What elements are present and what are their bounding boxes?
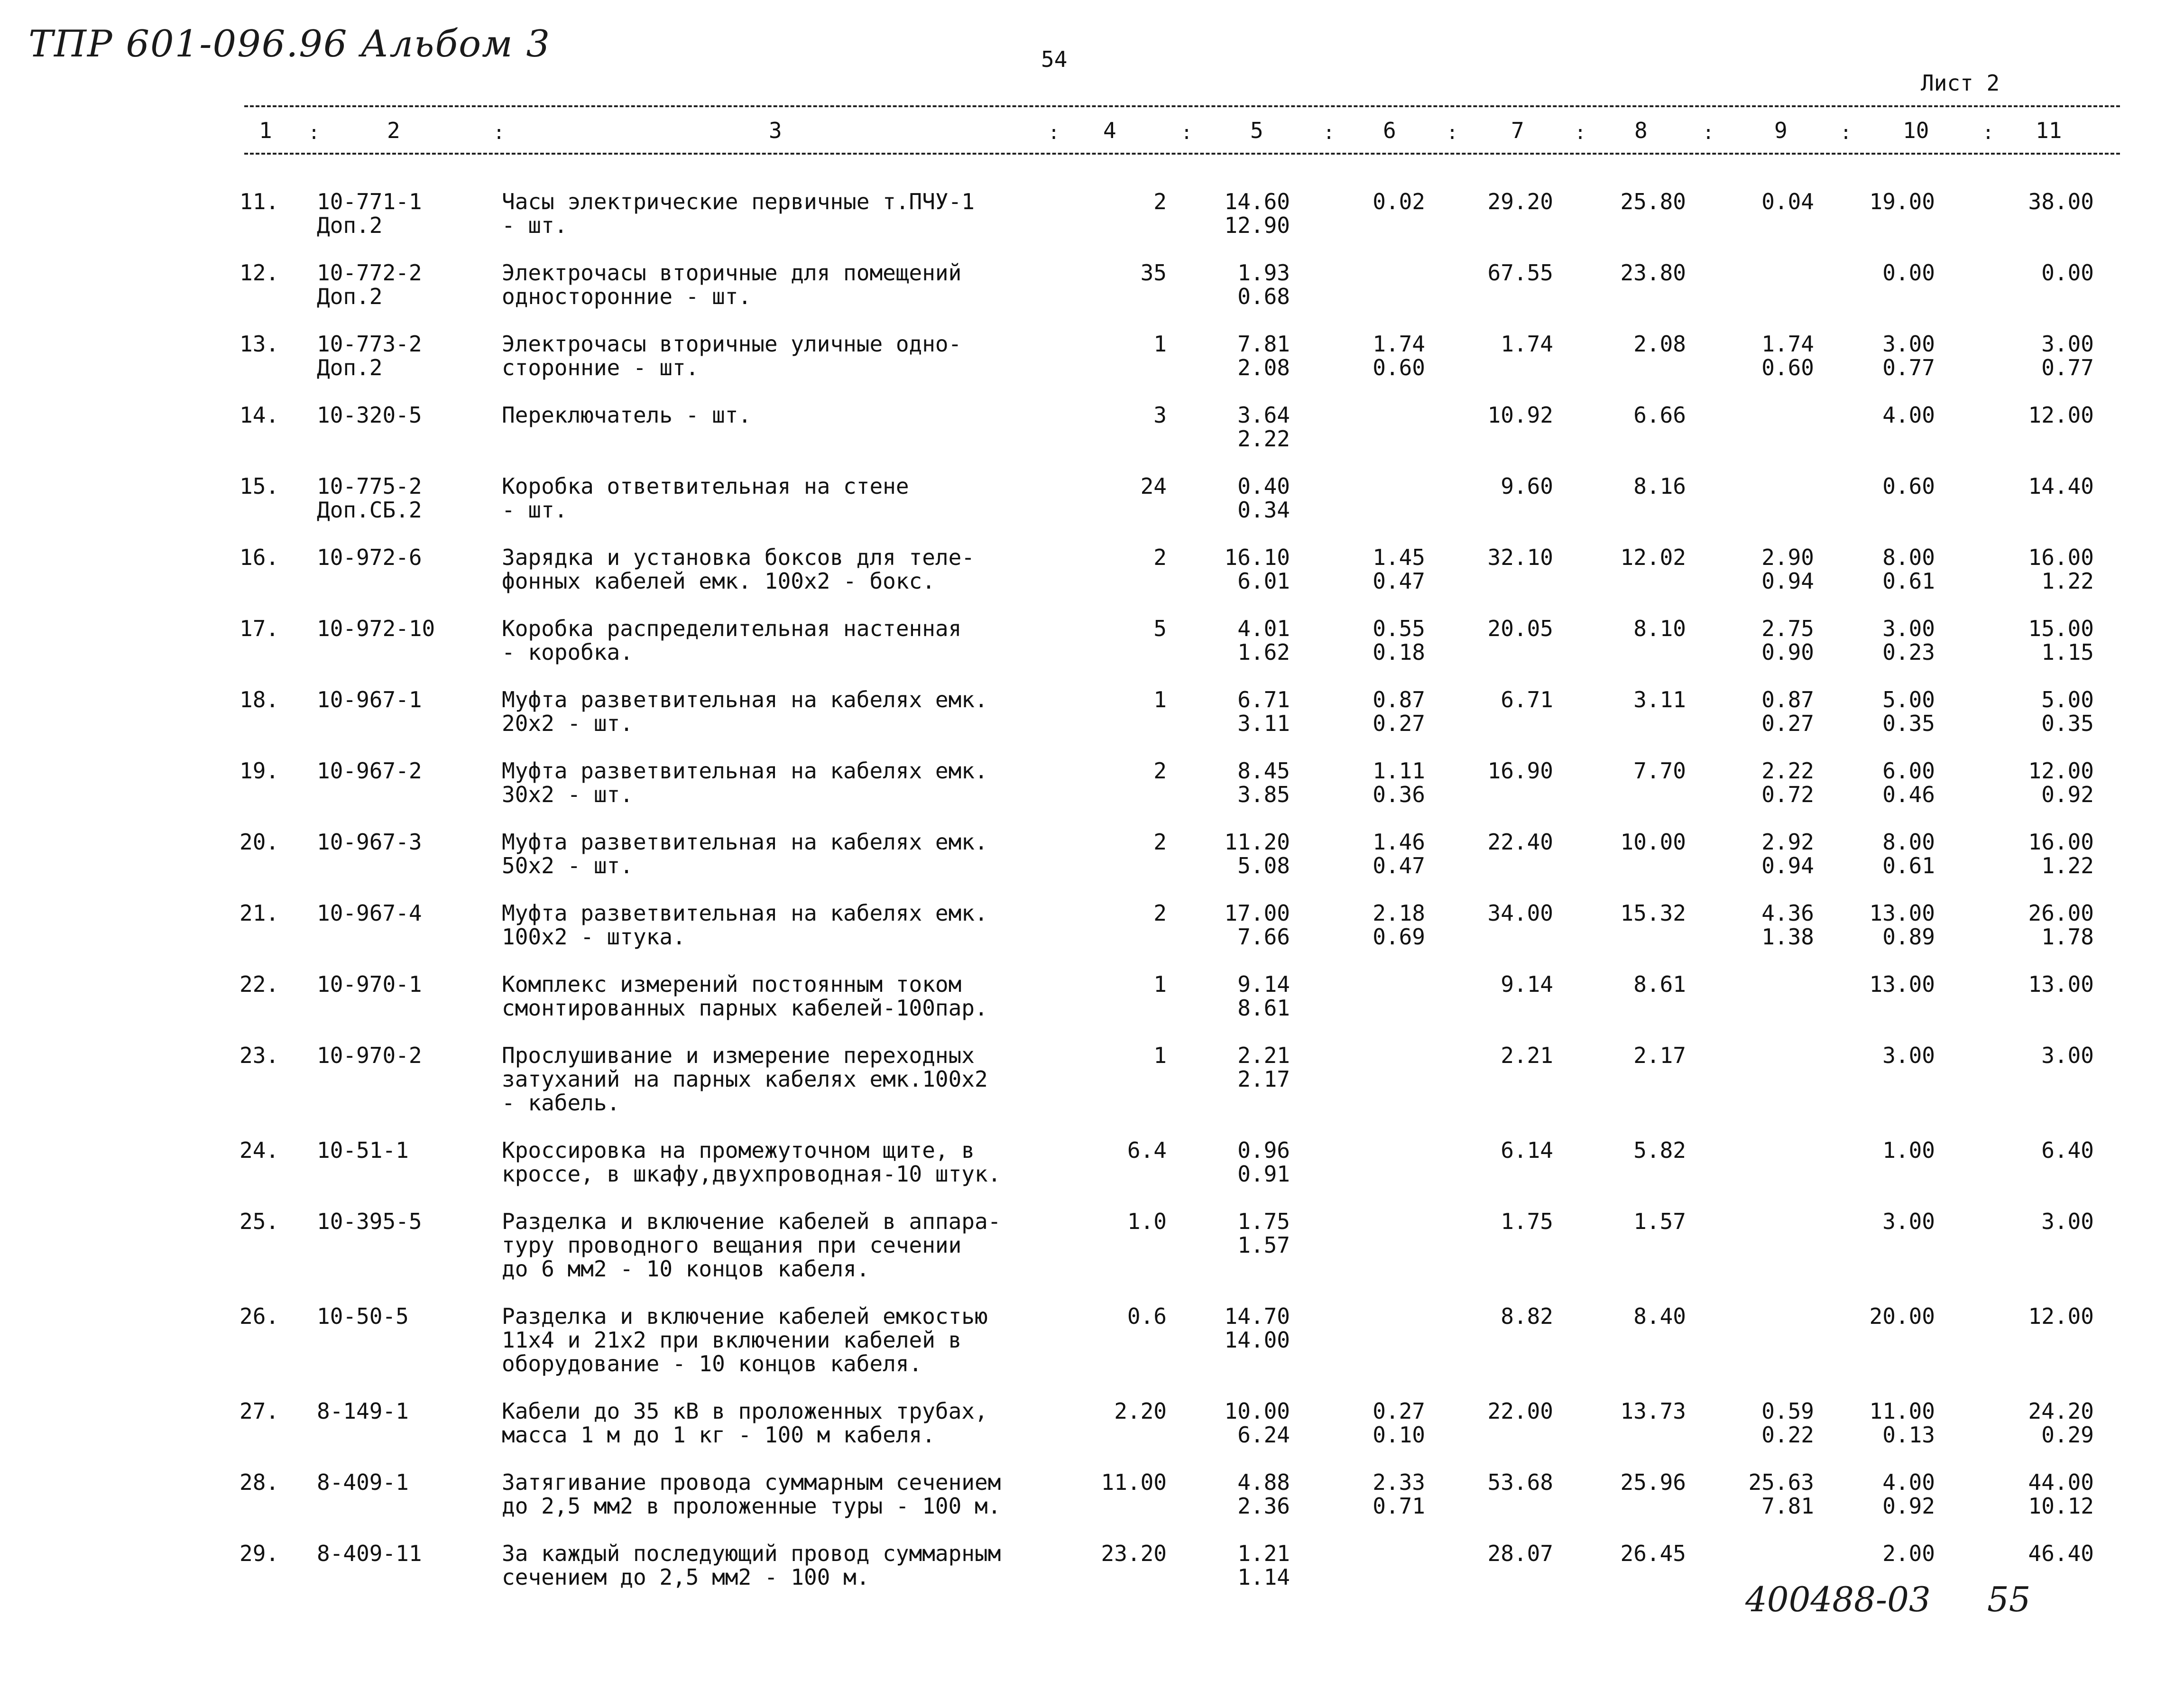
row-quantity: 2.20 xyxy=(1114,1398,1167,1424)
row-description: Муфта разветвительная на кабелях емк. 50х2 - шт. xyxy=(502,829,988,878)
row-col10: 0.00 xyxy=(1882,260,1935,286)
row-description: Муфта разветвительная на кабелях емк. 100х2 - штука. xyxy=(502,900,988,950)
column-header-1: 1 xyxy=(259,118,272,143)
column-header-3: 3 xyxy=(769,118,782,143)
row-quantity: 2 xyxy=(1153,900,1167,926)
row-number: 14. xyxy=(240,402,279,428)
row-description: Кроссировка на промежуточном щите, в кроссе, в шкафу,двухпроводная-10 штук. xyxy=(502,1137,1001,1187)
header-bottom-rule xyxy=(244,153,2120,155)
row-quantity: 35 xyxy=(1140,260,1167,286)
row-col9: 4.36 1.38 xyxy=(1761,900,1814,950)
row-number: 25. xyxy=(240,1209,279,1234)
row-col5: 7.81 2.08 xyxy=(1237,331,1290,380)
row-col5: 17.00 7.66 xyxy=(1224,900,1290,950)
row-description: Муфта разветвительная на кабелях емк. 30х2 - шт. xyxy=(502,758,988,807)
row-col5: 8.45 3.85 xyxy=(1237,758,1290,807)
row-col10: 6.00 0.46 xyxy=(1882,758,1935,807)
handwritten-document-code: 400488-03 xyxy=(1745,1579,1931,1619)
row-col10: 2.00 xyxy=(1882,1541,1935,1566)
row-col8: 2.08 xyxy=(1633,331,1686,357)
row-col11: 15.00 1.15 xyxy=(2028,616,2094,665)
row-col10: 1.00 xyxy=(1882,1137,1935,1163)
row-code: 10-772-2 Доп.2 xyxy=(317,260,422,309)
row-number: 17. xyxy=(240,616,279,641)
row-quantity: 2 xyxy=(1153,189,1167,214)
column-header-2: 2 xyxy=(387,118,400,143)
row-code: 10-51-1 xyxy=(317,1137,409,1163)
row-code: 10-773-2 Доп.2 xyxy=(317,331,422,380)
row-col8: 8.40 xyxy=(1633,1303,1686,1329)
row-col10: 13.00 0.89 xyxy=(1869,900,1935,950)
row-col8: 8.10 xyxy=(1633,616,1686,641)
row-col11: 0.00 xyxy=(2041,260,2094,286)
column-header-9: 9 xyxy=(1774,118,1788,143)
row-code: 10-50-5 xyxy=(317,1303,409,1329)
row-col11: 44.00 10.12 xyxy=(2028,1469,2094,1519)
row-col5: 3.64 2.22 xyxy=(1237,402,1290,452)
row-col5: 16.10 6.01 xyxy=(1224,545,1290,594)
row-description: Прослушивание и измерение переходных затуханий на парных кабелях емк.100х2 - кабель. xyxy=(502,1043,988,1116)
row-description: Коробка ответвительная на стене - шт. xyxy=(502,473,909,523)
row-col6: 0.87 0.27 xyxy=(1373,687,1425,736)
row-quantity: 3 xyxy=(1153,402,1167,428)
row-col11: 3.00 xyxy=(2041,1209,2094,1234)
row-col7: 9.60 xyxy=(1501,473,1553,499)
row-col6: 1.11 0.36 xyxy=(1373,758,1425,807)
row-col8: 8.61 xyxy=(1633,971,1686,997)
row-col7: 22.40 xyxy=(1487,829,1553,855)
page-number: 54 xyxy=(1041,46,1068,72)
row-col8: 25.96 xyxy=(1620,1469,1686,1495)
column-header-6: 6 xyxy=(1383,118,1396,143)
row-col8: 13.73 xyxy=(1620,1398,1686,1424)
row-col7: 29.20 xyxy=(1487,189,1553,214)
row-description: Электрочасы вторичные для помещений односторонние - шт. xyxy=(502,260,962,309)
row-description: Разделка и включение кабелей емкостью 11х4 и 21х2 при включении кабелей в оборудование - 10 концов кабеля. xyxy=(502,1303,988,1376)
row-number: 15. xyxy=(240,473,279,499)
row-col7: 34.00 xyxy=(1487,900,1553,926)
row-quantity: 24 xyxy=(1140,473,1167,499)
row-col8: 12.02 xyxy=(1620,545,1686,570)
row-number: 26. xyxy=(240,1303,279,1329)
row-col9: 2.92 0.94 xyxy=(1761,829,1814,878)
row-description: За каждый последующий провод суммарным сечением до 2,5 мм2 - 100 м. xyxy=(502,1541,1001,1590)
row-col7: 8.82 xyxy=(1501,1303,1553,1329)
row-col5: 0.40 0.34 xyxy=(1237,473,1290,523)
row-col8: 5.82 xyxy=(1633,1137,1686,1163)
row-col9: 1.74 0.60 xyxy=(1761,331,1814,380)
row-col6: 0.02 xyxy=(1373,189,1425,214)
row-number: 28. xyxy=(240,1469,279,1495)
row-col7: 20.05 xyxy=(1487,616,1553,641)
row-description: Муфта разветвительная на кабелях емк. 20х2 - шт. xyxy=(502,687,988,736)
row-quantity: 1.0 xyxy=(1127,1209,1167,1234)
row-code: 8-409-11 xyxy=(317,1541,422,1566)
row-col5: 6.71 3.11 xyxy=(1237,687,1290,736)
column-separator: : xyxy=(1982,122,1994,144)
row-code: 10-395-5 xyxy=(317,1209,422,1234)
row-col6: 1.74 0.60 xyxy=(1373,331,1425,380)
row-col8: 8.16 xyxy=(1633,473,1686,499)
row-code: 10-967-3 xyxy=(317,829,422,855)
row-quantity: 1 xyxy=(1153,687,1167,712)
row-col6: 0.27 0.10 xyxy=(1373,1398,1425,1448)
header-top-rule xyxy=(244,105,2120,107)
row-col9: 0.59 0.22 xyxy=(1761,1398,1814,1448)
row-code: 10-320-5 xyxy=(317,402,422,428)
row-col7: 22.00 xyxy=(1487,1398,1553,1424)
column-separator: : xyxy=(1840,122,1852,144)
row-col8: 25.80 xyxy=(1620,189,1686,214)
row-col11: 38.00 xyxy=(2028,189,2094,214)
row-col10: 20.00 xyxy=(1869,1303,1935,1329)
row-col8: 1.57 xyxy=(1633,1209,1686,1234)
row-col8: 26.45 xyxy=(1620,1541,1686,1566)
row-quantity: 1 xyxy=(1153,331,1167,357)
row-col5: 14.60 12.90 xyxy=(1224,189,1290,238)
row-col5: 9.14 8.61 xyxy=(1237,971,1290,1021)
row-description: Коробка распределительная настенная - коробка. xyxy=(502,616,962,665)
row-quantity: 11.00 xyxy=(1101,1469,1167,1495)
row-number: 20. xyxy=(240,829,279,855)
row-col9: 2.75 0.90 xyxy=(1761,616,1814,665)
row-code: 10-967-4 xyxy=(317,900,422,926)
row-code: 10-967-2 xyxy=(317,758,422,784)
row-col7: 53.68 xyxy=(1487,1469,1553,1495)
row-description: Затягивание провода суммарным сечением до 2,5 мм2 в проложенные туры - 100 м. xyxy=(502,1469,1001,1519)
row-number: 13. xyxy=(240,331,279,357)
handwritten-title: ТПР 601-096.96 Альбом 3 xyxy=(28,23,551,65)
row-description: Кабели до 35 кВ в проложенных трубах, масса 1 м до 1 кг - 100 м кабеля. xyxy=(502,1398,988,1448)
row-col11: 16.00 1.22 xyxy=(2028,545,2094,594)
row-col7: 9.14 xyxy=(1501,971,1553,997)
row-number: 27. xyxy=(240,1398,279,1424)
row-col7: 1.75 xyxy=(1501,1209,1553,1234)
row-col5: 11.20 5.08 xyxy=(1224,829,1290,878)
row-col11: 3.00 0.77 xyxy=(2041,331,2094,380)
row-number: 24. xyxy=(240,1137,279,1163)
row-col7: 67.55 xyxy=(1487,260,1553,286)
column-separator: : xyxy=(308,122,320,144)
row-col7: 10.92 xyxy=(1487,402,1553,428)
row-col8: 23.80 xyxy=(1620,260,1686,286)
row-quantity: 2 xyxy=(1153,829,1167,855)
row-col11: 26.00 1.78 xyxy=(2028,900,2094,950)
row-quantity: 23.20 xyxy=(1101,1541,1167,1566)
column-header-10: 10 xyxy=(1903,118,1929,143)
row-code: 8-409-1 xyxy=(317,1469,409,1495)
row-col10: 4.00 xyxy=(1882,402,1935,428)
row-quantity: 1 xyxy=(1153,971,1167,997)
row-col6: 0.55 0.18 xyxy=(1373,616,1425,665)
row-col7: 32.10 xyxy=(1487,545,1553,570)
row-col5: 4.01 1.62 xyxy=(1237,616,1290,665)
row-col11: 6.40 xyxy=(2041,1137,2094,1163)
row-col7: 1.74 xyxy=(1501,331,1553,357)
row-code: 10-967-1 xyxy=(317,687,422,712)
row-col10: 8.00 0.61 xyxy=(1882,829,1935,878)
row-code: 10-970-1 xyxy=(317,971,422,997)
column-separator: : xyxy=(493,122,505,144)
column-header-5: 5 xyxy=(1250,118,1263,143)
row-code: 10-970-2 xyxy=(317,1043,422,1068)
row-col9: 2.90 0.94 xyxy=(1761,545,1814,594)
row-description: Электрочасы вторичные уличные одно- сторонние - шт. xyxy=(502,331,962,380)
row-col6: 2.18 0.69 xyxy=(1373,900,1425,950)
row-col5: 2.21 2.17 xyxy=(1237,1043,1290,1092)
row-col11: 12.00 xyxy=(2028,1303,2094,1329)
row-number: 18. xyxy=(240,687,279,712)
row-description: Часы электрические первичные т.ПЧУ-1 - шт. xyxy=(502,189,975,238)
row-col7: 16.90 xyxy=(1487,758,1553,784)
row-col11: 14.40 xyxy=(2028,473,2094,499)
row-col9: 0.04 xyxy=(1761,189,1814,214)
row-col11: 5.00 0.35 xyxy=(2041,687,2094,736)
column-separator: : xyxy=(1048,122,1060,144)
column-header-8: 8 xyxy=(1634,118,1648,143)
row-col9: 2.22 0.72 xyxy=(1761,758,1814,807)
column-separator: : xyxy=(1323,122,1335,144)
row-col8: 3.11 xyxy=(1633,687,1686,712)
column-separator: : xyxy=(1575,122,1586,144)
row-col5: 0.96 0.91 xyxy=(1237,1137,1290,1187)
row-col10: 0.60 xyxy=(1882,473,1935,499)
row-number: 21. xyxy=(240,900,279,926)
row-col10: 3.00 xyxy=(1882,1209,1935,1234)
column-separator: : xyxy=(1703,122,1714,144)
row-col11: 46.40 xyxy=(2028,1541,2094,1566)
column-separator: : xyxy=(1447,122,1458,144)
row-description: Разделка и включение кабелей в аппара- туру проводного вещания при сечении до 6 мм2 - 10 концов кабеля. xyxy=(502,1209,1001,1282)
row-number: 29. xyxy=(240,1541,279,1566)
row-col10: 3.00 0.23 xyxy=(1882,616,1935,665)
row-col10: 4.00 0.92 xyxy=(1882,1469,1935,1519)
column-header-7: 7 xyxy=(1511,118,1524,143)
row-col6: 1.45 0.47 xyxy=(1373,545,1425,594)
column-separator: : xyxy=(1181,122,1193,144)
row-col7: 2.21 xyxy=(1501,1043,1553,1068)
row-col8: 6.66 xyxy=(1633,402,1686,428)
row-col7: 6.14 xyxy=(1501,1137,1553,1163)
row-col10: 5.00 0.35 xyxy=(1882,687,1935,736)
row-col5: 1.93 0.68 xyxy=(1237,260,1290,309)
row-col9: 25.63 7.81 xyxy=(1748,1469,1814,1519)
row-col10: 11.00 0.13 xyxy=(1869,1398,1935,1448)
row-col10: 13.00 xyxy=(1869,971,1935,997)
column-header-4: 4 xyxy=(1103,118,1116,143)
row-number: 22. xyxy=(240,971,279,997)
row-col5: 10.00 6.24 xyxy=(1224,1398,1290,1448)
row-col10: 3.00 xyxy=(1882,1043,1935,1068)
row-col11: 13.00 xyxy=(2028,971,2094,997)
row-code: 10-775-2 Доп.СБ.2 xyxy=(317,473,422,523)
row-number: 11. xyxy=(240,189,279,214)
row-quantity: 2 xyxy=(1153,758,1167,784)
row-col5: 14.70 14.00 xyxy=(1224,1303,1290,1353)
row-col10: 3.00 0.77 xyxy=(1882,331,1935,380)
row-number: 12. xyxy=(240,260,279,286)
row-code: 8-149-1 xyxy=(317,1398,409,1424)
handwritten-page-number: 55 xyxy=(1987,1579,2031,1619)
row-col7: 6.71 xyxy=(1501,687,1553,712)
sheet-label: Лист 2 xyxy=(1921,70,2000,96)
row-col11: 24.20 0.29 xyxy=(2028,1398,2094,1448)
row-col7: 28.07 xyxy=(1487,1541,1553,1566)
row-number: 16. xyxy=(240,545,279,570)
row-col10: 19.00 xyxy=(1869,189,1935,214)
row-description: Комплекс измерений постоянным током смонтированных парных кабелей-100пар. xyxy=(502,971,988,1021)
row-col6: 1.46 0.47 xyxy=(1373,829,1425,878)
row-quantity: 2 xyxy=(1153,545,1167,570)
row-col11: 3.00 xyxy=(2041,1043,2094,1068)
row-code: 10-972-10 xyxy=(317,616,435,641)
row-col8: 2.17 xyxy=(1633,1043,1686,1068)
row-col8: 15.32 xyxy=(1620,900,1686,926)
row-col8: 7.70 xyxy=(1633,758,1686,784)
row-col11: 12.00 0.92 xyxy=(2028,758,2094,807)
row-quantity: 1 xyxy=(1153,1043,1167,1068)
row-col5: 1.21 1.14 xyxy=(1237,1541,1290,1590)
row-description: Зарядка и установка боксов для теле- фонных кабелей емк. 100х2 - бокс. xyxy=(502,545,975,594)
row-code: 10-972-6 xyxy=(317,545,422,570)
row-col11: 12.00 xyxy=(2028,402,2094,428)
row-col5: 1.75 1.57 xyxy=(1237,1209,1290,1258)
row-col6: 2.33 0.71 xyxy=(1373,1469,1425,1519)
row-number: 23. xyxy=(240,1043,279,1068)
row-number: 19. xyxy=(240,758,279,784)
row-description: Переключатель - шт. xyxy=(502,402,752,428)
row-col9: 0.87 0.27 xyxy=(1761,687,1814,736)
row-col11: 16.00 1.22 xyxy=(2028,829,2094,878)
row-quantity: 5 xyxy=(1153,616,1167,641)
column-header-11: 11 xyxy=(2036,118,2062,143)
row-col5: 4.88 2.36 xyxy=(1237,1469,1290,1519)
row-code: 10-771-1 Доп.2 xyxy=(317,189,422,238)
row-col10: 8.00 0.61 xyxy=(1882,545,1935,594)
row-quantity: 0.6 xyxy=(1127,1303,1167,1329)
row-quantity: 6.4 xyxy=(1127,1137,1167,1163)
row-col8: 10.00 xyxy=(1620,829,1686,855)
